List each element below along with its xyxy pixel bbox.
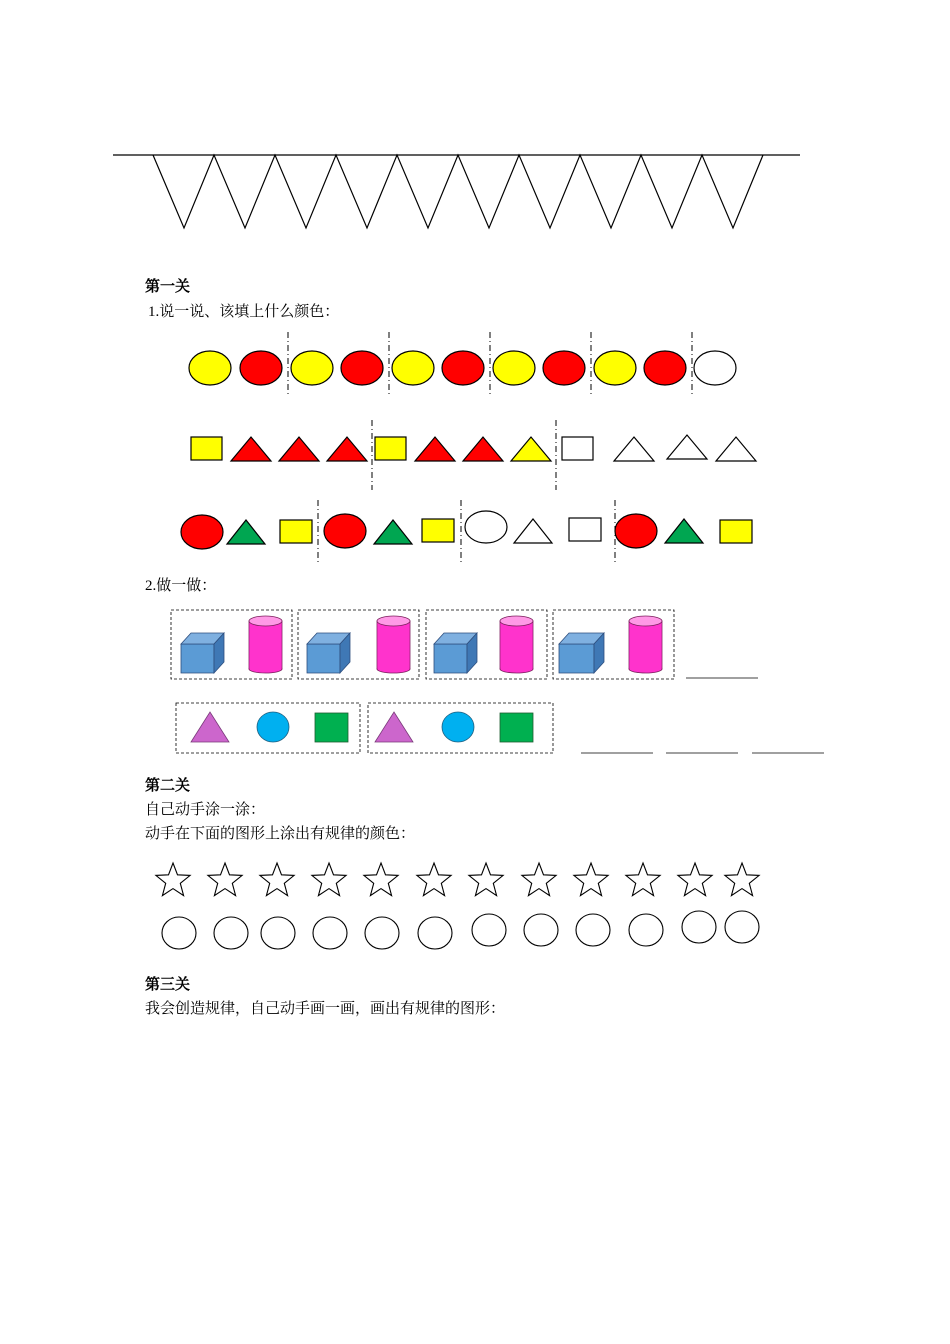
red-triangle: [415, 437, 455, 461]
blank-triangle: [716, 437, 756, 461]
blank-circle: [214, 917, 248, 949]
red-triangle: [231, 437, 271, 461]
blank-circle: [261, 917, 295, 949]
question-2-prompt: 2.做一做：: [145, 578, 217, 594]
cube-cylinder-group: [553, 610, 674, 679]
blank-square: [569, 518, 601, 541]
blue-cube-icon: [434, 633, 477, 673]
red-oval: [644, 351, 686, 385]
cyan-circle-icon: [442, 712, 474, 742]
blank-circle: [472, 914, 506, 946]
star-icon: [678, 863, 712, 896]
red-oval: [341, 351, 383, 385]
yellow-oval: [291, 351, 333, 385]
red-triangle: [279, 437, 319, 461]
cube-cylinder-group: [426, 610, 547, 679]
purple-triangle-icon: [375, 712, 413, 742]
blank-circle: [365, 917, 399, 949]
star-row: [156, 863, 759, 896]
blue-cube-icon: [181, 633, 224, 673]
pattern-row-2: [191, 435, 756, 461]
blank-triangle: [514, 519, 552, 543]
star-icon: [260, 863, 294, 896]
yellow-oval: [493, 351, 535, 385]
red-oval: [442, 351, 484, 385]
red-oval: [543, 351, 585, 385]
circle-row: [162, 911, 759, 949]
blue-cube-icon: [307, 633, 350, 673]
yellow-square: [720, 520, 752, 543]
shape-group: [176, 703, 360, 753]
red-oval: [615, 514, 657, 548]
level2-title: 第二关: [145, 777, 191, 794]
blank-oval: [694, 351, 736, 385]
blank-circle: [682, 911, 716, 943]
blank-circle: [576, 914, 610, 946]
star-icon: [156, 863, 190, 896]
red-oval: [240, 351, 282, 385]
cube-cylinder-group: [298, 610, 419, 679]
yellow-square: [422, 519, 454, 542]
blank-circle: [725, 911, 759, 943]
star-icon: [364, 863, 398, 896]
blank-circle: [418, 917, 452, 949]
star-icon: [469, 863, 503, 896]
pink-cylinder-icon: [629, 616, 662, 673]
yellow-oval: [189, 351, 231, 385]
star-icon: [725, 863, 759, 896]
level3-title: 第三关: [145, 976, 191, 993]
pattern-row-1: [189, 351, 736, 385]
triangle-circle-square-groups: [176, 703, 553, 753]
shape-group: [368, 703, 553, 753]
question-1-prompt: 1.说一说、该填上什么颜色：: [148, 304, 340, 320]
star-icon: [522, 863, 556, 896]
red-oval: [324, 514, 366, 548]
blank-circle: [162, 917, 196, 949]
blank-oval: [465, 511, 507, 543]
blank-circle: [313, 917, 347, 949]
cube-cylinder-group: [171, 610, 292, 679]
star-icon: [312, 863, 346, 896]
star-icon: [626, 863, 660, 896]
yellow-triangle: [511, 437, 551, 461]
green-square-icon: [500, 713, 533, 742]
yellow-square: [280, 520, 312, 543]
pink-cylinder-icon: [249, 616, 282, 673]
yellow-square: [375, 437, 406, 460]
yellow-oval: [594, 351, 636, 385]
level2-instruction-1: 自己动手涂一涂：: [145, 802, 266, 818]
pink-cylinder-icon: [500, 616, 533, 673]
red-triangle: [327, 437, 367, 461]
yellow-oval: [392, 351, 434, 385]
cube-cylinder-groups: [171, 610, 674, 679]
blank-square: [562, 437, 593, 460]
purple-triangle-icon: [191, 712, 229, 742]
red-triangle: [463, 437, 503, 461]
green-triangle: [374, 520, 412, 544]
star-icon: [208, 863, 242, 896]
green-square-icon: [315, 713, 348, 742]
blank-circle: [629, 914, 663, 946]
pattern-row-3: [181, 511, 752, 549]
green-triangle: [665, 519, 703, 543]
cyan-circle-icon: [257, 712, 289, 742]
star-icon: [417, 863, 451, 896]
blank-triangle: [614, 437, 654, 461]
star-icon: [574, 863, 608, 896]
red-oval: [181, 515, 223, 549]
pink-cylinder-icon: [377, 616, 410, 673]
blank-circle: [524, 914, 558, 946]
yellow-square: [191, 437, 222, 460]
level3-instruction: 我会创造规律，自己动手画一画，画出有规律的图形：: [145, 1001, 506, 1017]
bunting-banner: [113, 155, 800, 228]
level1-title: 第一关: [145, 278, 191, 295]
blank-triangle: [667, 435, 707, 459]
level2-instruction-2: 动手在下面的图形上涂出有规律的颜色：: [145, 826, 416, 842]
green-triangle: [227, 520, 265, 544]
blue-cube-icon: [559, 633, 604, 673]
